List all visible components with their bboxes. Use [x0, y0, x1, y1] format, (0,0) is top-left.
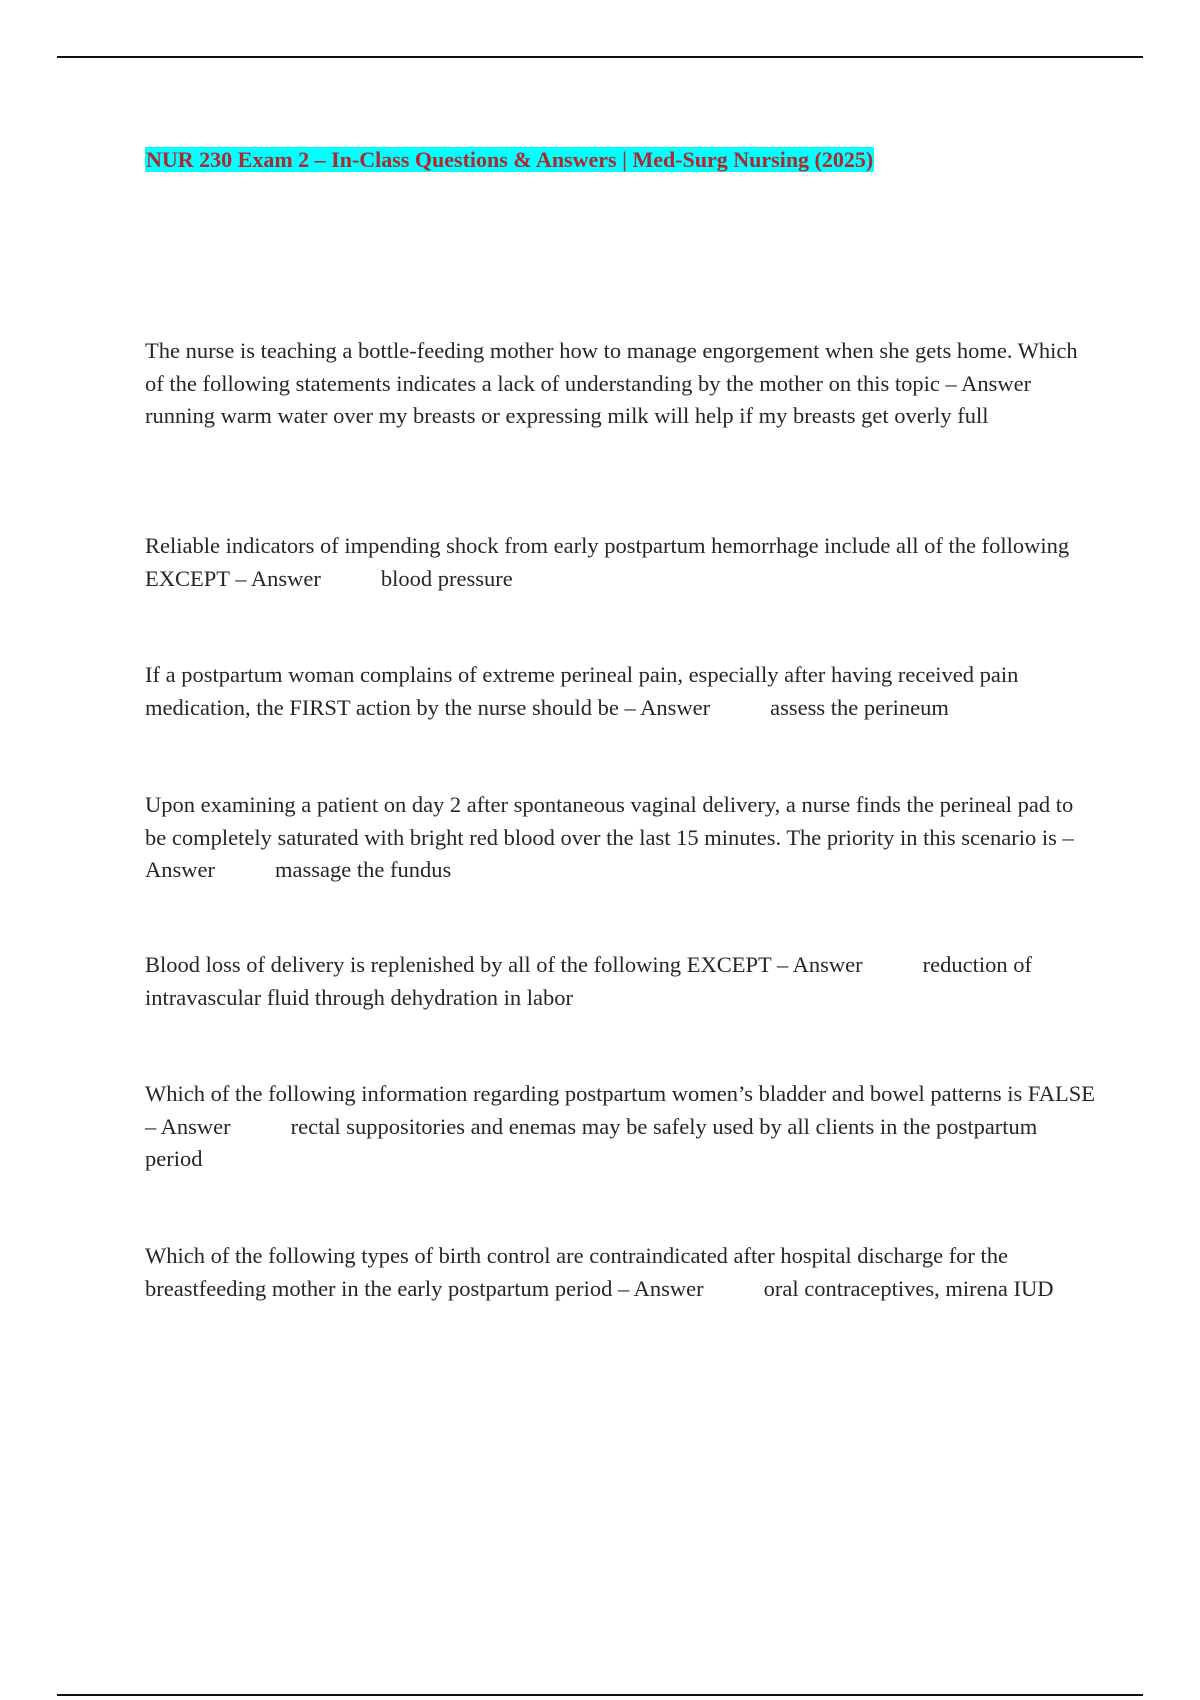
- qa-item-4: [145, 789, 1095, 887]
- answer-text: rectal suppositories and enemas may be safely used by all clients in the postpartum period: [145, 1113, 1038, 1171]
- question-text: If a postpartum woman complains of extreme perineal pain, especially after having received pain medication, the FIRST action by the nurse should be –: [145, 662, 1019, 720]
- answer-text: assess the perineum: [770, 694, 949, 720]
- answer-label: Answer: [792, 952, 863, 977]
- qa-item-3: [145, 659, 1095, 724]
- answer-label: Answer: [145, 857, 215, 882]
- top-rule: [57, 56, 1143, 58]
- question-text: Blood loss of delivery is replenished by all of the following EXCEPT –: [145, 952, 789, 977]
- answer-label: Answer: [961, 370, 1032, 396]
- answer-text: oral contraceptives, mirena IUD: [763, 1275, 1054, 1301]
- question-text: Reliable indicators of impending shock from early postpartum hemorrhage include all of the following EXCEPT –: [145, 533, 1070, 591]
- qa-item-2: [145, 530, 1095, 595]
- question-text: Which of the following information regarding postpartum women’s bladder and bowel patterns is FALSE –: [145, 1081, 1096, 1139]
- qa-item-6: [145, 1078, 1095, 1176]
- document-title-text: NUR 230 Exam 2 – In-Class Questions & Answers | Med-Surg Nursing (2025): [146, 147, 874, 172]
- bottom-rule: [57, 1694, 1143, 1696]
- question-text: Upon examining a patient on day 2 after spontaneous vaginal delivery, a nurse finds the perineal pad to be completely saturated with bright red blood over the last 15 minutes. The priority in this scenario is –: [145, 792, 1074, 850]
- answer-label: Answer: [633, 1275, 704, 1301]
- qa-item-5: [145, 949, 1095, 1014]
- qa-item-7: [145, 1240, 1095, 1305]
- answer-text: massage the fundus: [274, 857, 452, 882]
- answer-label: Answer: [250, 565, 321, 591]
- answer-text: reduction of intravascular fluid through dehydration in labor: [145, 952, 1032, 1010]
- answer-label: Answer: [640, 694, 711, 720]
- document-title: [145, 143, 874, 176]
- answer-label: Answer: [160, 1113, 231, 1139]
- answer-text: running warm water over my breasts or expressing milk will help if my breasts get overly full: [145, 403, 989, 428]
- answer-text: blood pressure: [380, 565, 513, 591]
- question-text: The nurse is teaching a bottle-feeding mother how to manage engorgement when she gets home. Which of the following statements indicates a lack of understanding by the mother on this topic –: [145, 338, 1078, 396]
- qa-item-1: [145, 335, 1095, 433]
- question-text: Which of the following types of birth control are contraindicated after hospital discharge for the breastfeeding mother in the early postpartum period –: [145, 1243, 1009, 1301]
